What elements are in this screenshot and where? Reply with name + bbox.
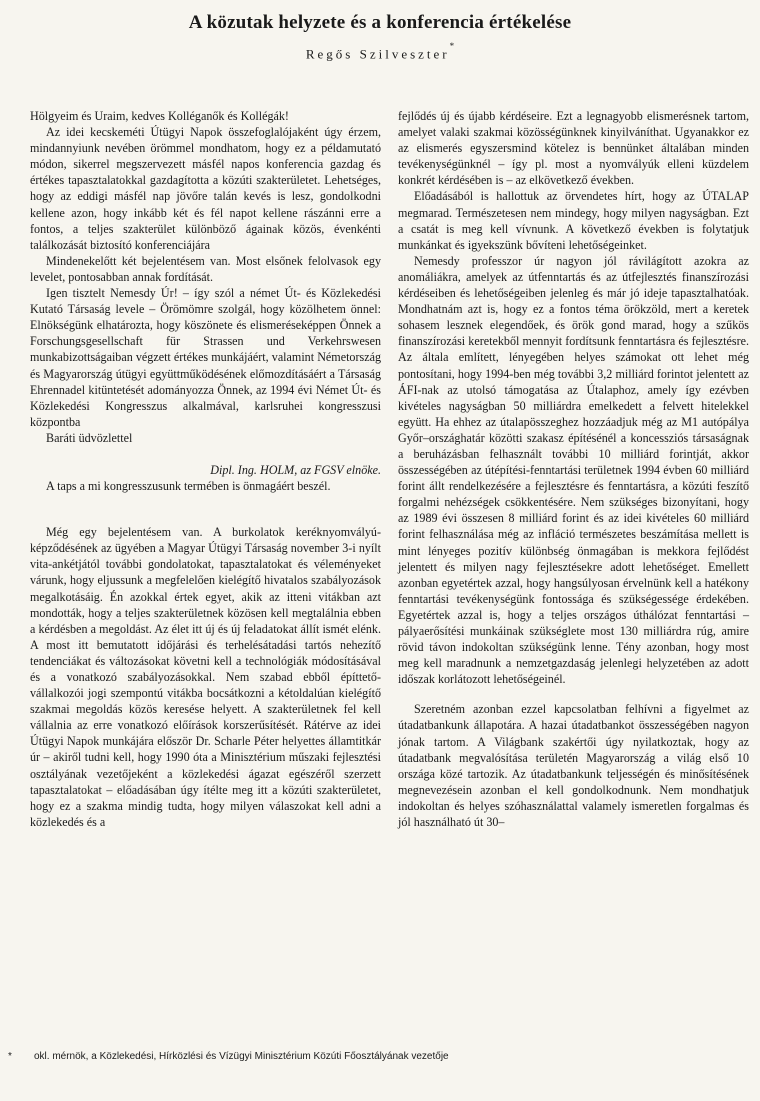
left-column bbox=[30, 108, 381, 830]
letter-signature: Dipl. Ing. HOLM, az FGSV elnöke. bbox=[210, 462, 381, 477]
paragraph: Az idei kecskeméti Útügyi Napok összefoglalójaként úgy érzem, mindannyiunk nevében örömmel mondhatom, hogy ez a példamutató módon, sikerrel megszervezett másfél napos konferencia gazdag és értékes tapasztalatokkal gazdagította a közúti szakterületet. Lehetséges, hogy az eddigi másfél nap jövőre talán kevés is lesz, gondolkodni kellene azon, hogy inkább két és fél napot kellene rászánni erre a fontos, a teljes szakterület különböző ágainak közös, évenkénti találkozását biztosító konferenciájára bbox=[30, 125, 381, 252]
paragraph: Mindenekelőtt két bejelentésem van. Most elsőnek felolvasok egy levelet, pontosabban annak fordítását. bbox=[30, 253, 381, 284]
paragraph: A taps a mi kongresszusunk termében is önmagáért beszél. bbox=[46, 479, 331, 494]
letter-closing: Baráti üdvözlettel bbox=[46, 430, 133, 445]
paragraph: Nemesdy professzor úr nagyon jól rávilágított azokra az anomáliákra, amelyek az útfenntartás és az útfejlesztés finanszírozási kérdéseiben és lehetőségeiben jelenleg és már jó ideje tapasztalhatóak. Mondhatnám azt is, hogy ez a fontos téma örökzöld, mert a keretek sohasem lesznek elegendőek, és örök gond marad, hogy a szűkös finanszírozási keretekből mennyit fordítsunk fenntartásra és fejlesztésre. Az általa említett, lényegében helyes számokat ott lehet még pontosítani, hogy 1994-ben még további 3,2 milliárd forintot jelentett az ÁFI-nak az utolsó támogatása az Útalaphoz, amely így ezévben kivételes nagyságban 50 milliárdra emelkedett a felvett hitelekkel együtt. Ha ehhez az útalapösszeghez hozzáadjuk még az M1 autópálya Győr–országhatár közötti szakasz építésénél a koncessziós társaságnak a beruházásban felhasznált további 10 milliárd forintját, akkor összességében az útépítési-fenntartási területnek 1994 évben 60 milliárd forint állt rendelkezésére a fejlesztésre és fenntartásra, a közúti feszítő forgalmi nehézségek csökkentésére. Nem szükséges bizonyítani, hogy az 1989 évi összesen 8 milliárd forint és az idei kivételes 60 milliárd forint felhasználása még az infláció természetes beszámítása mellett is mint lényeges pozitív különbség önmagában is mekkora fejlődést jelentett és milyen nagy fejlesztésekre adott lehetőséget. Emellett azonban egyetértek azzal, hogy hangsúlyosan érvelnünk kell a hatékony fenntartási tevékenységünk fontossága és szükségessége érdekében. Egyetértek azzal is, hogy a teljes országos úthálózat fenntartási – pályaerősítési munkáinak szükséglete most 130 milliárdra rúg, amire rövid távon indokoltan szükségünk lenne. Tény azonban, hogy most meg kell maradnunk a nemzetgazdaság jelenlegi helyzetében az adott időszak korlátozott lehetőségeinél. bbox=[398, 253, 749, 687]
paragraph: Szeretném azonban ezzel kapcsolatban felhívni a figyelmet az útadatbankunk állapotára. A hazai útadatbankot összességében nagyon jónak tartom. A Világbank szakértői úgy nyilatkoztak, hogy az útadatbank megvalósítása területén Magyarország a világ első 10 országa közé tartozik. Az útadatbankunk teljességén és minősítésének megnevezésein azonban el kell gondolkodnunk. Nem mondhatjuk indokoltan és helyes szóhasználattal valamely ismeretlen forgalmas és jól használható út 30– bbox=[398, 702, 749, 830]
author-footnote-mark: * bbox=[449, 41, 455, 51]
paragraph: fejlődés új és újabb kérdéseire. Ezt a legnagyobb elismerésnek tartom, amelyet valaki szakmai közösségünknek kinyilváníthat. Ugyanakkor ez az elismerés egyszersmind kötelez is bennünket általában minden tevékenységünknél – így pl. most a nyomvályúk elleni küzdelem konkrét kérdésében is – az elkövetkező években. bbox=[398, 109, 749, 188]
letter-quote: Igen tisztelt Nemesdy Úr! – így szól a német Út- és Közlekedési Kutató Társaság levele – Örömömre szolgál, hogy közölhetem önnel: Elnökségünk elhatározta, hogy köszönete és elismeréseképpen Önnek a Forschungsgesellschaft für Strassen und Verkehrswesen munkabizottságaiban végzett értékes munkájáért, valamint Németország és Magyarország útügyi együttműködésének előmozdításáért a Társaság Ehrennadel kitüntetését adományozza Önnek, az 1994 évi Német Út- és Közlekedési Kongresszus alkalmával, karlsruhei kongresszusi központba bbox=[30, 286, 381, 429]
article-title: A közutak helyzete és a konferencia értékelése bbox=[188, 12, 572, 33]
right-column bbox=[398, 108, 749, 830]
footnote bbox=[8, 1051, 748, 1062]
paragraph: Előadásából is hallottuk az örvendetes hírt, hogy az ÚTALAP megmarad. Természetesen nem mindegy, hogy milyen nagyságban. Ezt a csatát is meg kell vívnunk. A következő években is folytatjuk munkánkat és igyekszünk bővíteni lehetőségeinket. bbox=[398, 189, 749, 252]
article-author bbox=[0, 41, 760, 62]
footnote-mark: * bbox=[8, 1051, 12, 1062]
salutation: Hölgyeim és Uraim, kedves Kolléganők és Kollégák! bbox=[30, 109, 289, 123]
paragraph: Még egy bejelentésem van. A burkolatok keréknyomvályú-képződésének az ügyében a Magyar Útügyi Társaság november 3-i nyílt vita-ankétjától további gondolatokat, tapasztalatokat és véleményeket várunk, hogy eljussunk a megfelelően kielégítő hivatalos szabályozások megalkotásáig. Én azokkal értek egyet, akik az itteni vitákban azt mondották, hogy a teljes szakterületnek közösen kell megtalálnia ebben a kérdésben a megoldást. Az élet itt új és új feladatokat állít ismét elénk. A most itt bemutatott időjárási és terhelésátadási tartós nehezítő tendenciákat és változásokat követni kell a technológiák módosításával és a vonatkozó szabályozásokkal. Nem szabad ebből építtető-vállalkozói jogi szempontú vitákba bocsátkozni a kétoldalúan kielégítő szakmai megoldás közös keresése helyett. A szakterületnek fel kell vállalnia az erre vonatkozó előírások korszerűsítését. Rátérve az idei Útügyi Napok munkájára először Dr. Scharle Péter helyettes államtitkár úr – akiről tudni kell, hogy 1990 óta a Minisztérium műszaki fejlesztési osztályának vezetőjeként a közlekedési ágazat egészéről szerzett tapasztalatokat – előadásában úgy ítélte meg itt a közúti szakterületet, hogy ez a szakma mindig tudta, hogy milyen válaszokat kell adni a közlekedés és a bbox=[30, 525, 381, 829]
author-name: Regős Szilveszter bbox=[305, 46, 450, 62]
footnote-text: okl. mérnök, a Közlekedési, Hírközlési és Vízügyi Minisztérium Közúti Főosztályának vezetője bbox=[34, 1051, 449, 1062]
